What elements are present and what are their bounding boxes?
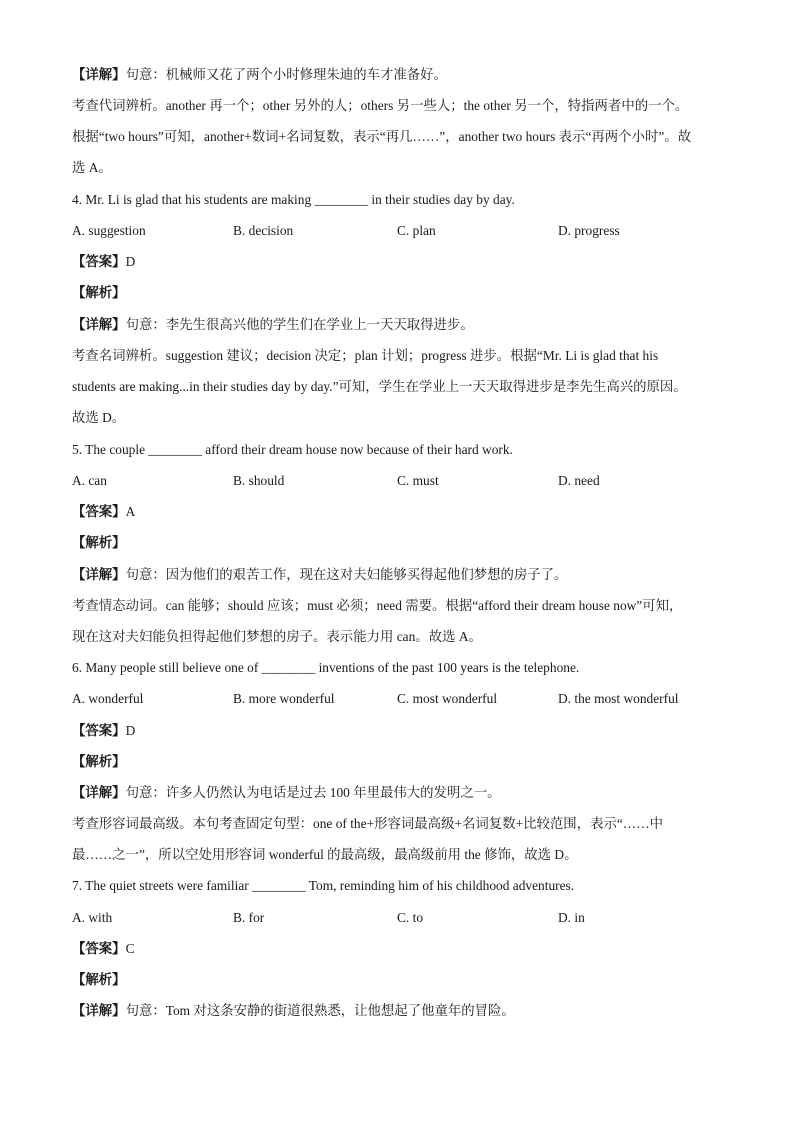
q7-option-d: D. in xyxy=(558,910,585,925)
q5-option-b: B. should xyxy=(233,473,285,488)
q5-explanation-2: 现在这对夫妇能负担得起他们梦想的房子。表示能力用 can。故选 A。 xyxy=(72,629,482,644)
detail-tag: 【详解】 xyxy=(72,1003,126,1018)
q5-option-d: D. need xyxy=(558,473,600,488)
q6-detail-line xyxy=(72,784,501,802)
answer-tag: 【答案】 xyxy=(72,723,126,738)
q4-detail-line xyxy=(72,316,474,334)
q7-option-b: B. for xyxy=(233,910,265,925)
q6-option-a: A. wonderful xyxy=(72,691,144,706)
q7-option-c: C. to xyxy=(397,910,424,925)
q4-option-d: D. progress xyxy=(558,223,620,238)
q5-analysis-tag: 【解析】 xyxy=(72,535,126,550)
q7-option-a: A. with xyxy=(72,910,113,925)
q7-answer-line xyxy=(72,940,135,958)
q4-explanation-3: 故选 D。 xyxy=(72,410,126,425)
q4-explanation-2: students are making...in their studies day by day.”可知，学生在学业上一天天取得进步是李先生高兴的原因。 xyxy=(72,379,687,394)
q4-stem: 4. Mr. Li is glad that his students are making ________ in their studies day by day. xyxy=(72,192,515,207)
q6-answer: D xyxy=(125,723,136,738)
q3-explanation-3: 选 A。 xyxy=(72,160,112,175)
q3-detail-line xyxy=(72,66,447,84)
q5-detail-line xyxy=(72,566,567,584)
q6-options xyxy=(72,690,732,708)
q4-answer-line xyxy=(72,253,135,271)
q7-detail-line xyxy=(72,1002,515,1020)
q6-option-d: D. the most wonderful xyxy=(558,691,679,706)
detail-tag: 【详解】 xyxy=(72,785,126,800)
q4-answer: D xyxy=(125,254,136,269)
detail-tag: 【详解】 xyxy=(72,67,126,82)
q4-detail-text: 句意：李先生很高兴他的学生们在学业上一天天取得进步。 xyxy=(125,317,474,332)
q7-stem: 7. The quiet streets were familiar ________ Tom, reminding him of his childhood adventures. xyxy=(72,878,575,893)
q5-option-a: A. can xyxy=(72,473,107,488)
q6-answer-line xyxy=(72,722,135,740)
answer-tag: 【答案】 xyxy=(72,941,126,956)
q6-explanation-2: 最……之一”，所以空处用形容词 wonderful 的最高级，最高级前用 the 修饰，故选 D。 xyxy=(72,847,578,862)
q4-explanation-1: 考查名词辨析。suggestion 建议；decision 决定；plan 计划；progress 进步。根据“Mr. Li is glad that his xyxy=(72,348,659,363)
q5-option-c: C. must xyxy=(397,473,439,488)
q3-detail-text: 句意：机械师又花了两个小时修理朱迪的车才准备好。 xyxy=(125,67,447,82)
q5-explanation-1: 考查情态动词。can 能够；should 应该；must 必须；need 需要。根据“afford their dream house now”可知， xyxy=(72,598,683,613)
q4-option-c: C. plan xyxy=(397,223,436,238)
q5-detail-text: 句意：因为他们的艰苦工作，现在这对夫妇能够买得起他们梦想的房子了。 xyxy=(125,567,568,582)
q4-options xyxy=(72,222,732,240)
q5-options xyxy=(72,472,732,490)
q4-analysis-tag: 【解析】 xyxy=(72,285,126,300)
answer-tag: 【答案】 xyxy=(72,254,126,269)
q6-detail-text: 句意：许多人仍然认为电话是过去 100 年里最伟大的发明之一。 xyxy=(125,785,501,800)
q3-explanation-1: 考查代词辨析。another 再一个；other 另外的人；others 另一些人；the other 另一个，特指两者中的一个。 xyxy=(72,98,689,113)
answer-tag: 【答案】 xyxy=(72,504,126,519)
q7-options xyxy=(72,909,732,927)
q5-stem: 5. The couple ________ afford their dream house now because of their hard work. xyxy=(72,442,513,457)
q6-explanation-1: 考查形容词最高级。本句考查固定句型：one of the+形容词最高级+名词复数+比较范围，表示“……中 xyxy=(72,816,663,831)
q5-answer-line xyxy=(72,503,135,521)
q7-analysis-tag: 【解析】 xyxy=(72,972,126,987)
detail-tag: 【详解】 xyxy=(72,317,126,332)
q4-option-b: B. decision xyxy=(233,223,294,238)
q5-answer: A xyxy=(125,504,136,519)
q6-analysis-tag: 【解析】 xyxy=(72,754,126,769)
detail-tag: 【详解】 xyxy=(72,567,126,582)
q7-answer: C xyxy=(125,941,135,956)
q7-detail-text: 句意：Tom 对这条安静的街道很熟悉，让他想起了他童年的冒险。 xyxy=(125,1003,515,1018)
q3-explanation-2: 根据“two hours”可知，another+数词+名词复数，表示“再几……”，another two hours 表示“再两个小时”。故 xyxy=(72,129,692,144)
q6-option-c: C. most wonderful xyxy=(397,691,498,706)
q6-stem: 6. Many people still believe one of ________ inventions of the past 100 years is the telephone. xyxy=(72,660,580,675)
q6-option-b: B. more wonderful xyxy=(233,691,335,706)
q4-option-a: A. suggestion xyxy=(72,223,146,238)
